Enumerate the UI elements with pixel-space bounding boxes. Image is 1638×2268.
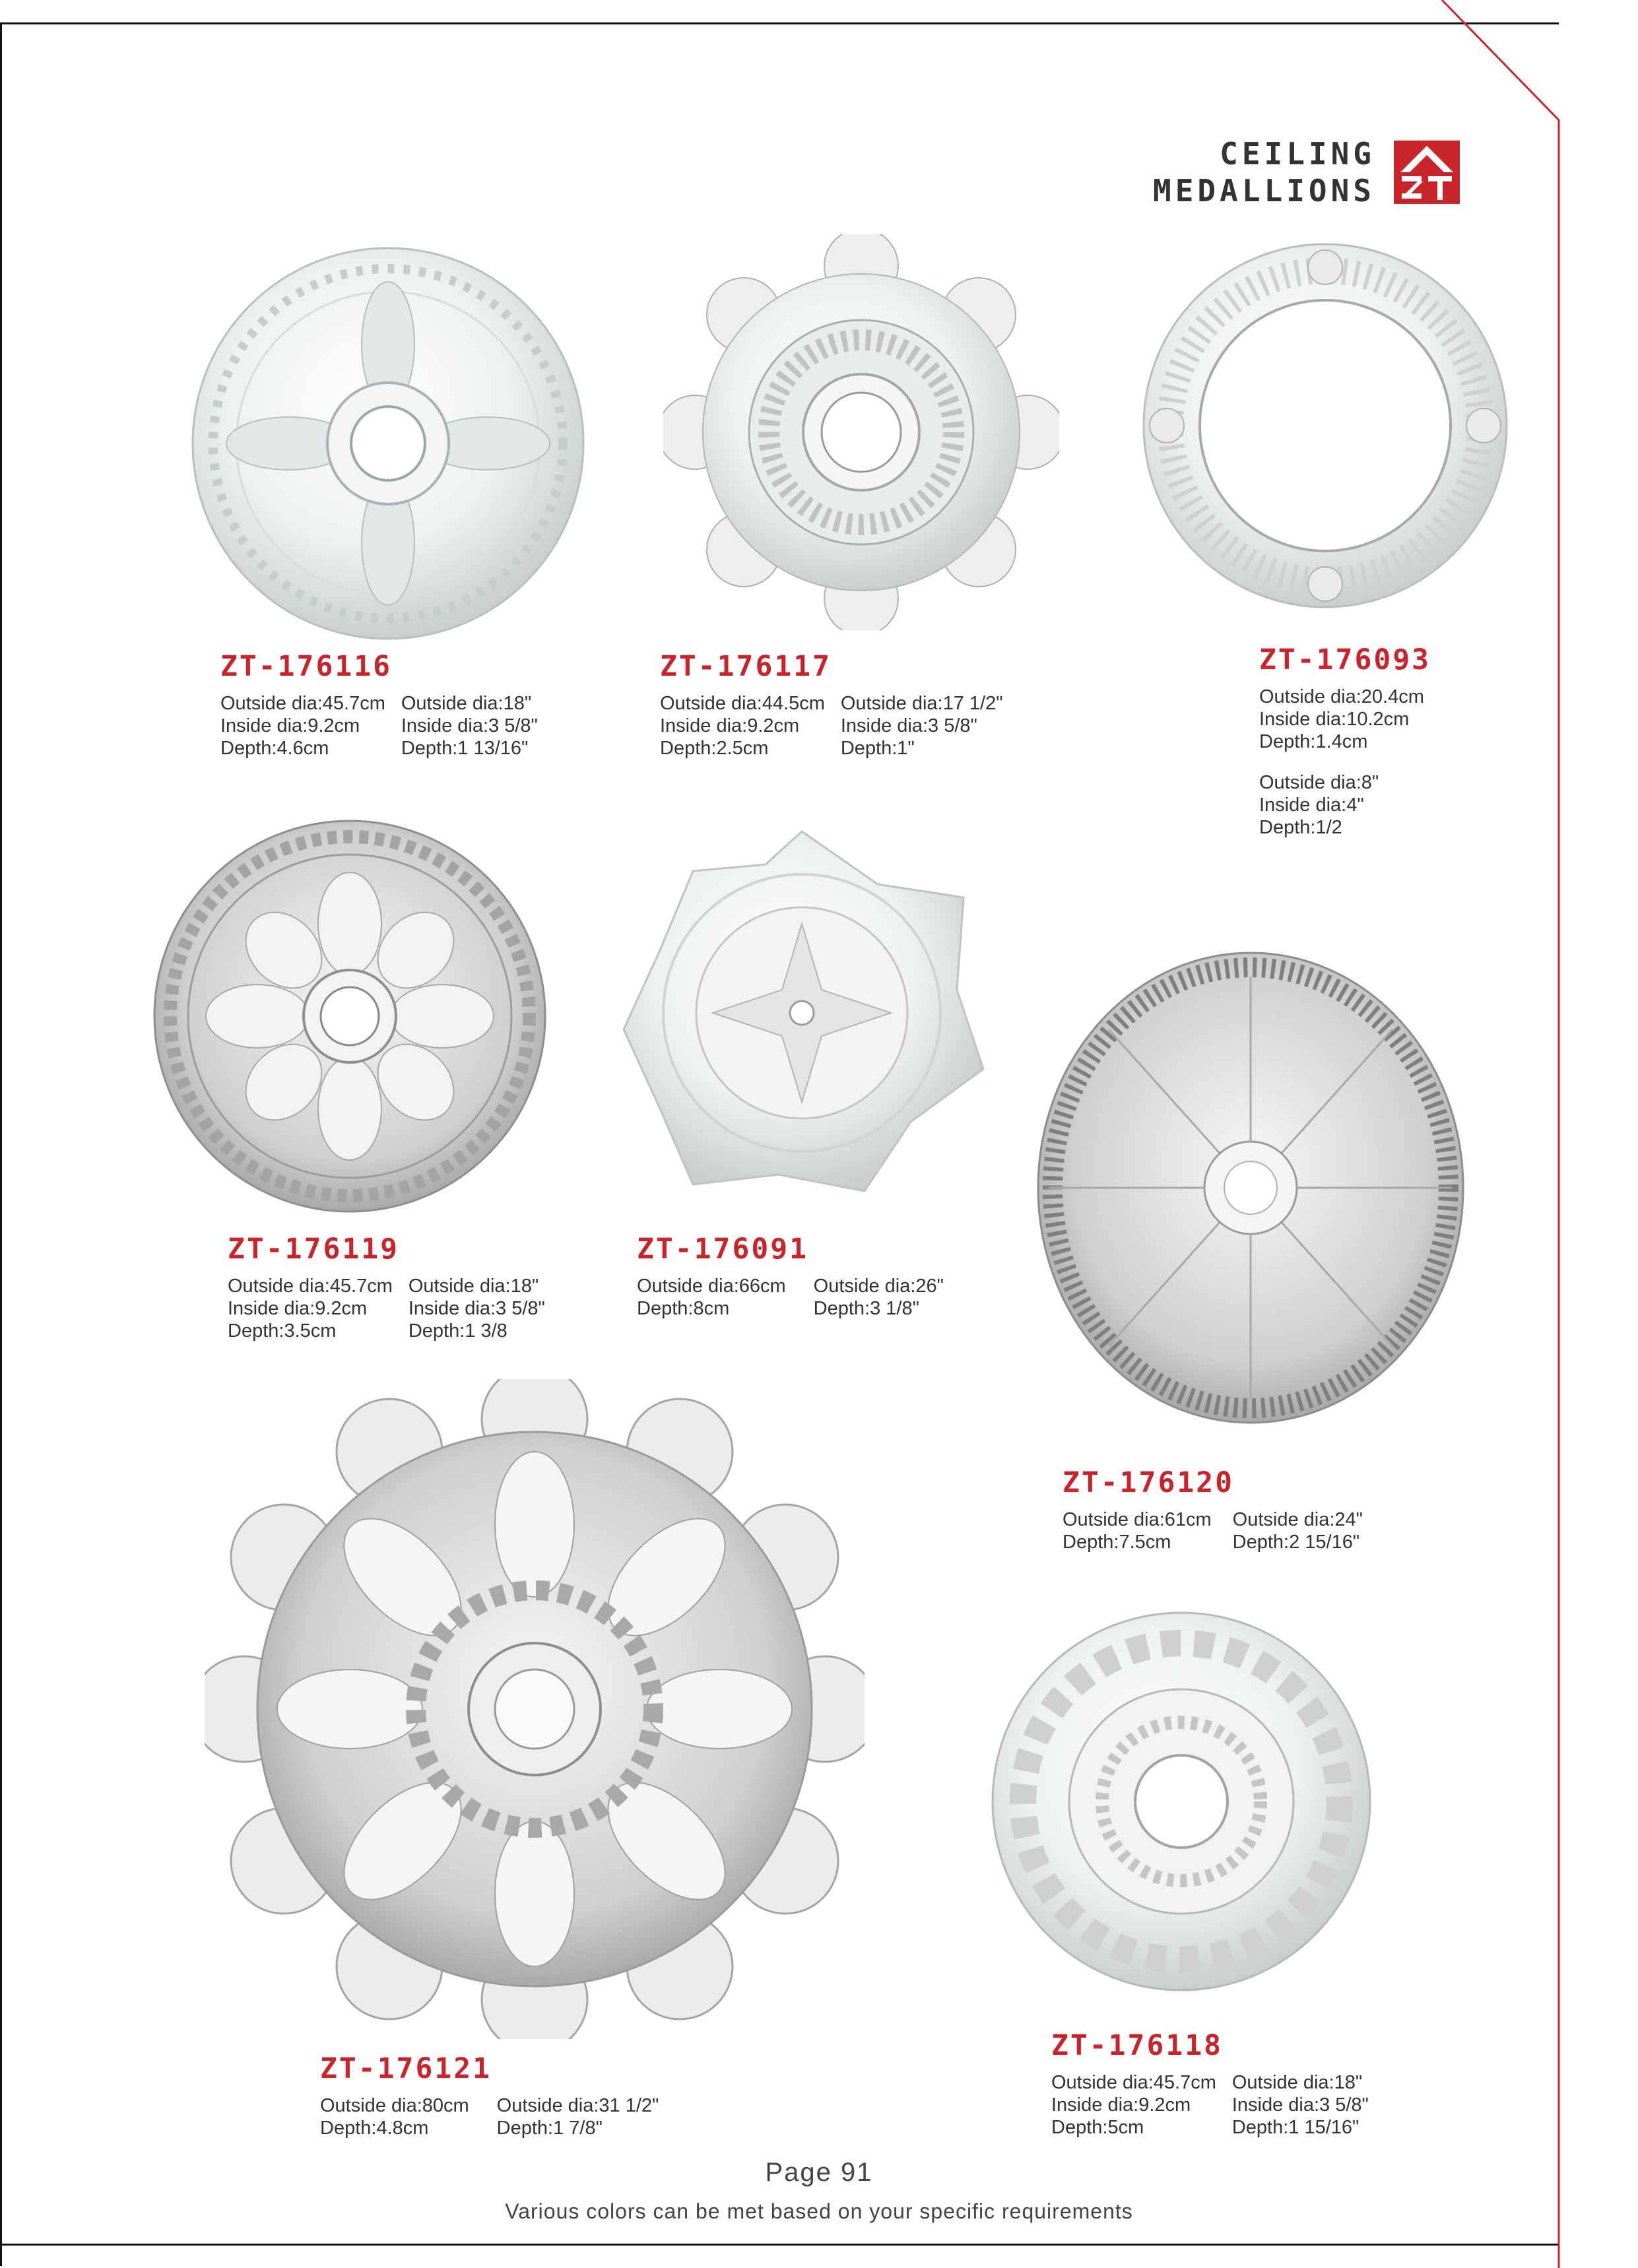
medallion-image-zt-176120	[1036, 950, 1465, 1425]
imperial-specs	[1259, 771, 1431, 839]
product-zt-176120	[1063, 1466, 1363, 1553]
spec-line: Outside dia:18"	[408, 1276, 539, 1297]
spec-line: Outside dia:45.7cm	[220, 693, 385, 714]
spec-line: Depth:3.5cm	[228, 1320, 337, 1342]
spec-line: Outside dia:45.7cm	[228, 1276, 393, 1297]
spec-line: Inside dia:9.2cm	[660, 715, 800, 736]
spec-line: Depth:1 3/8	[408, 1320, 508, 1342]
metric-specs	[320, 2094, 469, 2139]
spec-line: Depth:4.6cm	[220, 738, 329, 759]
product-zt-176116	[220, 650, 538, 760]
spec-line: Depth:2.5cm	[660, 738, 769, 759]
spec-line: Inside dia:4"	[1259, 794, 1364, 816]
product-code: ZT-176091	[637, 1233, 808, 1266]
medallion-image-zt-176117	[663, 234, 1059, 630]
metric-specs	[637, 1275, 786, 1320]
spec-line: Depth:1"	[840, 738, 915, 759]
product-code: ZT-176093	[1259, 643, 1431, 676]
spec-line: Inside dia:3 5/8"	[840, 715, 977, 736]
zet-logo-icon	[1394, 141, 1460, 204]
spec-line: Depth:1.4cm	[1259, 731, 1368, 752]
product-zt-176121	[320, 2052, 659, 2139]
imperial-specs	[814, 1275, 944, 1320]
page-header	[1153, 135, 1460, 209]
spec-line: Outside dia:18"	[1231, 2072, 1363, 2093]
medallion-image-zt-176116	[190, 245, 586, 641]
spec-line: Inside dia:3 5/8"	[1231, 2094, 1369, 2116]
medallion-image-zt-176121	[205, 1379, 865, 2039]
medallion-image-zt-176119	[152, 818, 548, 1214]
spec-line: Depth:1 7/8"	[496, 2118, 603, 2139]
spec-line: Outside dia:17 1/2"	[840, 693, 1003, 714]
spec-line: Depth:5cm	[1051, 2117, 1144, 2138]
imperial-specs	[841, 692, 1003, 760]
spec-line: Outside dia:26"	[813, 1276, 944, 1297]
spec-line: Inside dia:9.2cm	[228, 1298, 368, 1319]
imperial-specs	[1233, 1508, 1363, 1553]
spec-line: Outside dia:45.7cm	[1051, 2072, 1216, 2093]
product-code: ZT-176120	[1063, 1466, 1234, 1499]
spec-line: Depth:3 1/8"	[813, 1298, 919, 1319]
spec-line: Outside dia:80cm	[320, 2095, 469, 2116]
spec-line: Outside dia:44.5cm	[660, 693, 825, 714]
spec-line: Depth:8cm	[637, 1298, 730, 1319]
product-zt-176118	[1051, 2029, 1369, 2139]
metric-specs	[228, 1275, 393, 1342]
spec-line: Outside dia:31 1/2"	[496, 2095, 659, 2116]
medallion-image-zt-176091	[614, 825, 990, 1201]
spec-line: Depth:7.5cm	[1063, 1532, 1171, 1553]
product-zt-176119	[228, 1233, 545, 1342]
spec-line: Outside dia:20.4cm	[1259, 686, 1424, 707]
imperial-specs	[401, 692, 538, 760]
spec-line: Depth:1/2	[1259, 817, 1342, 838]
product-zt-176117	[660, 650, 1003, 760]
imperial-specs	[1232, 2071, 1369, 2139]
metric-specs	[1259, 686, 1431, 753]
product-zt-176091	[637, 1233, 944, 1320]
spec-line: Inside dia:9.2cm	[220, 715, 360, 736]
imperial-specs	[409, 1275, 545, 1342]
page-number: Page 91	[765, 2158, 873, 2187]
spec-line: Inside dia:10.2cm	[1259, 709, 1410, 730]
product-code: ZT-176121	[320, 2052, 492, 2085]
metric-specs	[660, 692, 825, 760]
product-code: ZT-176116	[220, 650, 392, 683]
spec-line: Depth:2 15/16"	[1232, 1532, 1360, 1553]
spec-line: Inside dia:9.2cm	[1051, 2094, 1191, 2116]
spec-line: Outside dia:18"	[401, 693, 532, 714]
spec-line: Depth:1 13/16"	[401, 738, 529, 759]
metric-specs	[1051, 2071, 1216, 2139]
spec-line: Depth:1 15/16"	[1231, 2117, 1360, 2138]
spec-line: Depth:4.8cm	[320, 2118, 429, 2139]
product-code: ZT-176117	[660, 650, 832, 683]
imperial-specs	[497, 2094, 659, 2139]
spec-line: Inside dia:3 5/8"	[408, 1298, 545, 1319]
spec-line: Outside dia:61cm	[1063, 1509, 1212, 1530]
medallion-image-zt-176093	[1140, 241, 1510, 610]
product-zt-176093	[1259, 643, 1431, 839]
header-line-1: CEILING	[1220, 136, 1375, 172]
metric-specs	[220, 692, 385, 760]
medallion-image-zt-176118	[990, 1610, 1373, 1993]
footer-note: Various colors can be met based on your specific requirements	[505, 2199, 1133, 2223]
spec-line: Inside dia:3 5/8"	[401, 715, 538, 736]
product-code: ZT-176118	[1051, 2029, 1223, 2062]
spec-line: Outside dia:24"	[1232, 1509, 1363, 1530]
metric-specs	[1063, 1508, 1212, 1553]
header-line-2: MEDALLIONS	[1153, 173, 1375, 209]
product-code: ZT-176119	[228, 1233, 399, 1266]
spec-line: Outside dia:66cm	[637, 1276, 786, 1297]
spec-line: Outside dia:8"	[1259, 772, 1379, 793]
header-title	[1153, 135, 1375, 209]
